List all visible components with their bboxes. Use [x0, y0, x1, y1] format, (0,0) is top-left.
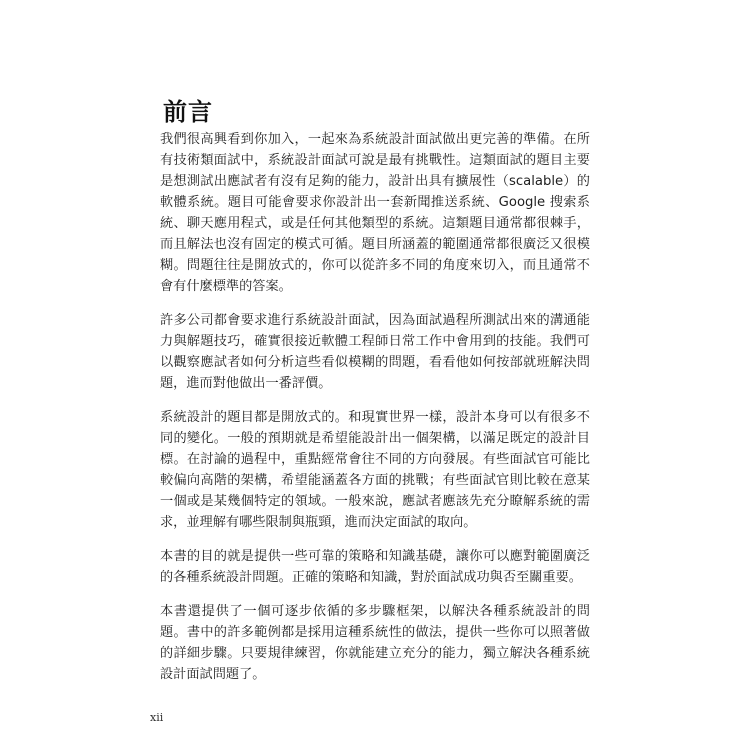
paragraph-2: 許多公司都會要求進行系統設計面試，因為面試過程所測試出來的溝通能力與解題技巧，確實很接近軟體工程師日常工作中會用到的技能。我們可以觀察應試者如何分析這些看似模糊的問題，看看他如何按部就班解決問題，進而對他做出一番評價。	[160, 313, 590, 391]
page-number: xii	[150, 711, 164, 724]
paragraph-5: 本書還提供了一個可逐步依循的多步驟框架，以解決各種系統設計的問題。書中的許多範例都是採用這種系統性的做法，提供一些你可以照著做的詳細步驟。只要規律練習，你就能建立充分的能力，獨立解決各種系統設計面試問題了。	[160, 604, 590, 682]
paragraph-3: 系統設計的題目都是開放式的。和現實世界一樣，設計本身可以有很多不同的變化。一般的預期就是希望能設計出一個架構，以滿足既定的設計目標。在討論的過程中，重點經常會往不同的方向發展。有些面試官可能比較偏向高階的架構，希望能涵蓋各方面的挑戰；有些面試官則比較在意某一個或是某幾個特定的領域。一般來說，應試者應該先充分瞭解系統的需求，並理解有哪些限制與瓶頸，進而決定面試的取向。	[160, 410, 590, 530]
preface-body	[160, 129, 590, 698]
paragraph-1: 我們很高興看到你加入，一起來為系統設計面試做出更完善的準備。在所有技術類面試中，系統設計面試可說是最有挑戰性。這類面試的題目主要是想測試出應試者有沒有足夠的能力，設計出具有擴展性（scalable）的軟體系統。題目可能會要求你設計出一套新聞推送系統、Google 搜索系統、聊天應用程式，或是任何其他類型的系統。這類題目通常都很棘手，而且解法也沒有固定的模式可循。題目所涵蓋的範圍通常都很廣泛又很模糊。問題往往是開放式的，你可以從許多不同的角度來切入，而且通常不會有什麼標準的答案。	[160, 132, 590, 294]
paragraph-4: 本書的目的就是提供一些可靠的策略和知識基礎，讓你可以應對範圍廣泛的各種系統設計問題。正確的策略和知識，對於面試成功與否至關重要。	[160, 549, 590, 585]
page-title: 前言	[163, 98, 213, 127]
